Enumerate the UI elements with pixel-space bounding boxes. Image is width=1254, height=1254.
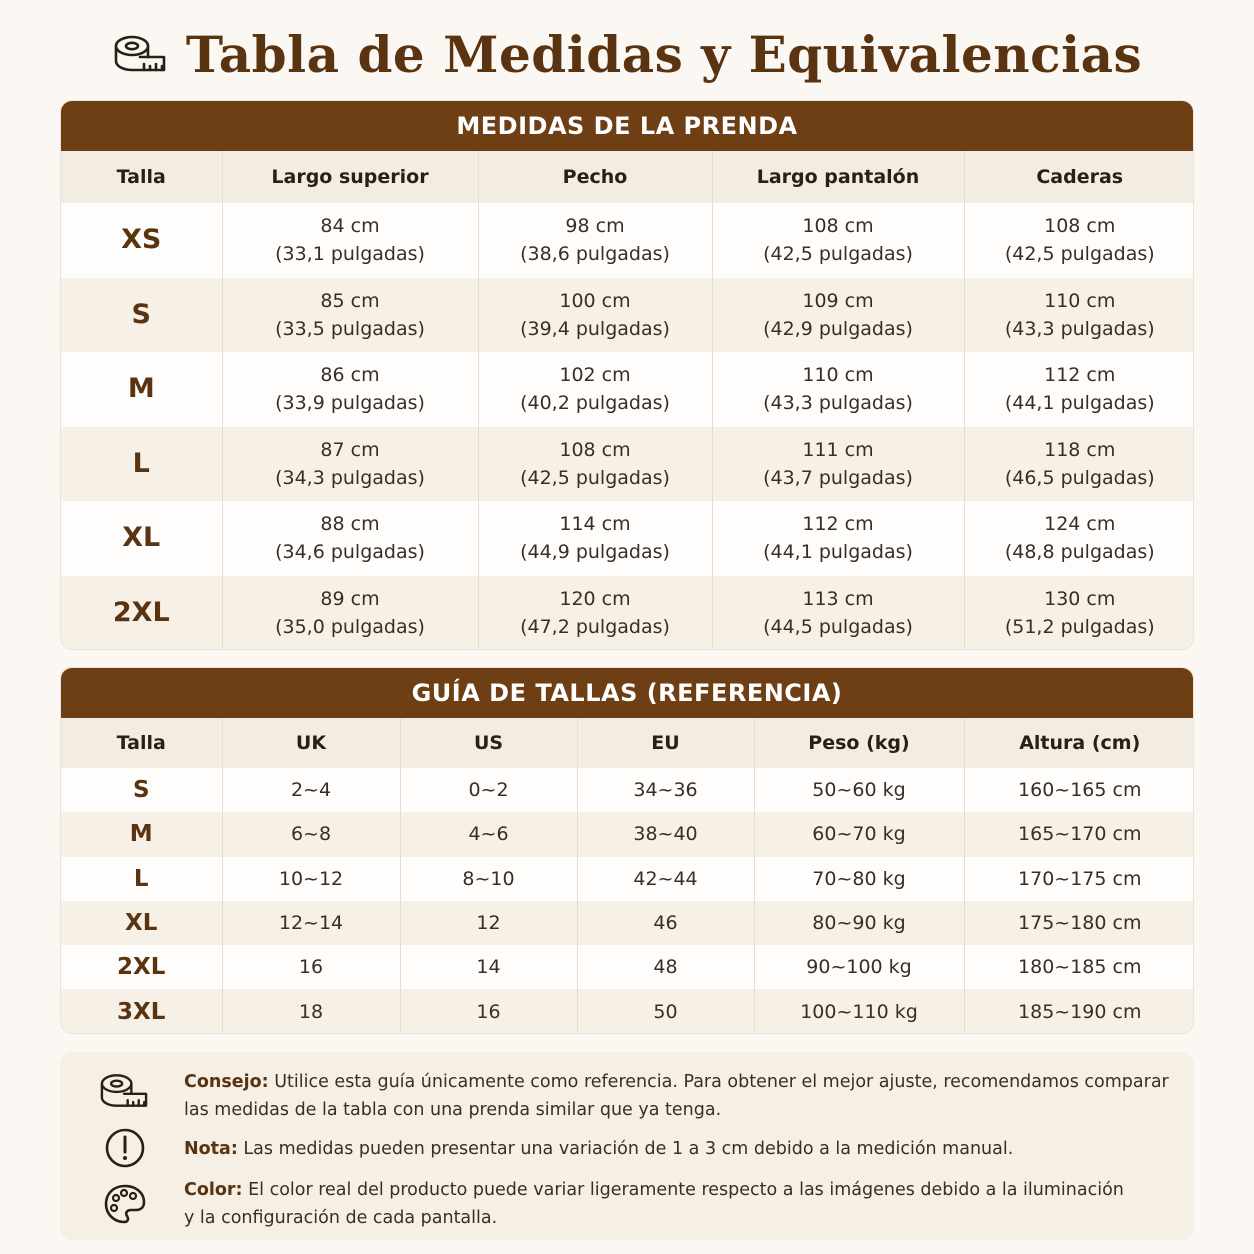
measurement-inches: (44,9 pulgadas) <box>520 541 670 564</box>
size-label: M <box>61 352 222 427</box>
size-label: L <box>61 427 222 502</box>
size-label: 2XL <box>61 576 222 651</box>
measurement-inches: (42,5 pulgadas) <box>763 243 913 266</box>
measurement-inches: (39,4 pulgadas) <box>520 317 670 340</box>
garment-measurements-table <box>61 151 1194 650</box>
equivalence-cell: 14 <box>400 945 577 989</box>
measurement-cell <box>712 427 964 502</box>
measurement-cm: 113 cm <box>802 587 874 610</box>
size-label: L <box>61 857 222 901</box>
size-label: S <box>61 278 222 353</box>
table-row <box>61 989 1194 1033</box>
measurement-cell <box>964 278 1194 353</box>
measurement-cm: 88 cm <box>320 513 380 536</box>
measurement-cm: 124 cm <box>1044 513 1116 536</box>
equivalence-cell: 170~175 cm <box>964 857 1194 901</box>
table-row <box>61 278 1194 353</box>
equivalence-cell: 4~6 <box>400 812 577 856</box>
equivalence-cell: 38~40 <box>577 812 754 856</box>
measurement-cell <box>222 427 478 502</box>
equivalence-cell: 8~10 <box>400 857 577 901</box>
note-consejo: Consejo: Utilice esta guía únicamente como referencia. Para obtener el mejor ajuste, recomendamos comparar las medidas de la tabla con una prenda similar que ya tenga. <box>184 1072 1169 1120</box>
measurement-cell <box>964 352 1194 427</box>
measurement-inches: (42,5 pulgadas) <box>1004 243 1155 266</box>
measurement-cm: 114 cm <box>559 513 631 536</box>
equivalence-cell: 90~100 kg <box>754 945 964 989</box>
size-guide-heading: GUÍA DE TALLAS (REFERENCIA) <box>61 668 1193 718</box>
measurement-cm: 108 cm <box>559 438 631 461</box>
table-row <box>61 768 1194 812</box>
measurement-cell <box>222 278 478 353</box>
measurement-cm: 118 cm <box>1044 438 1116 461</box>
measurement-inches: (51,2 pulgadas) <box>1004 615 1155 638</box>
measurement-cm: 102 cm <box>559 364 631 387</box>
equivalence-cell: 50~60 kg <box>754 768 964 812</box>
equivalence-cell: 175~180 cm <box>964 901 1194 945</box>
equivalence-cell: 12 <box>400 901 577 945</box>
measurement-cell <box>712 501 964 576</box>
equivalence-cell: 100~110 kg <box>754 989 964 1033</box>
equivalence-cell: 50 <box>577 989 754 1033</box>
table-row <box>61 501 1194 576</box>
measurement-inches: (35,0 pulgadas) <box>275 615 425 638</box>
table-row <box>61 901 1194 945</box>
exclamation-circle-icon <box>104 1127 146 1169</box>
equivalence-cell: 16 <box>400 989 577 1033</box>
equivalence-cell: 165~170 cm <box>964 812 1194 856</box>
equivalence-cell: 12~14 <box>222 901 400 945</box>
measurement-cm: 100 cm <box>559 289 631 312</box>
measurement-cm: 130 cm <box>1044 587 1116 610</box>
equivalence-cell: 34~36 <box>577 768 754 812</box>
size-label: XL <box>61 901 222 945</box>
page-header <box>0 18 1254 90</box>
size-label: 2XL <box>61 945 222 989</box>
measurement-inches: (46,5 pulgadas) <box>1004 466 1155 489</box>
measurement-cell <box>478 203 712 278</box>
column-header: Peso (kg) <box>754 718 964 768</box>
equivalence-cell: 70~80 kg <box>754 857 964 901</box>
measurement-cm: 110 cm <box>802 364 874 387</box>
equivalence-cell: 46 <box>577 901 754 945</box>
measurement-cell <box>712 278 964 353</box>
measurement-inches: (43,3 pulgadas) <box>1004 317 1155 340</box>
equivalence-cell: 6~8 <box>222 812 400 856</box>
page-title: Tabla de Medidas y Equivalencias <box>185 24 1143 84</box>
measurement-inches: (43,3 pulgadas) <box>763 392 913 415</box>
size-label: 3XL <box>61 989 222 1033</box>
equivalence-cell: 16 <box>222 945 400 989</box>
measurement-inches: (33,5 pulgadas) <box>275 317 425 340</box>
measurement-inches: (47,2 pulgadas) <box>520 615 670 638</box>
table-row <box>61 427 1194 502</box>
measurement-cm: 110 cm <box>1044 289 1116 312</box>
measurement-cm: 86 cm <box>320 364 380 387</box>
measurement-cell <box>222 352 478 427</box>
measurement-inches: (33,1 pulgadas) <box>275 243 425 266</box>
measurement-cell <box>964 501 1194 576</box>
measurement-cm: 112 cm <box>802 513 874 536</box>
column-header: Caderas <box>964 151 1194 203</box>
measurement-cm: 85 cm <box>320 289 380 312</box>
equivalence-cell: 180~185 cm <box>964 945 1194 989</box>
measurement-cm: 109 cm <box>802 289 874 312</box>
table-row <box>61 203 1194 278</box>
column-header: US <box>400 718 577 768</box>
measurement-cell <box>712 203 964 278</box>
column-header: Pecho <box>478 151 712 203</box>
size-label: S <box>61 768 222 812</box>
size-label: M <box>61 812 222 856</box>
measurement-cm: 111 cm <box>802 438 874 461</box>
equivalence-cell: 48 <box>577 945 754 989</box>
column-header: EU <box>577 718 754 768</box>
measurement-cm: 108 cm <box>802 215 874 238</box>
measurement-inches: (40,2 pulgadas) <box>520 392 670 415</box>
table-row <box>61 576 1194 651</box>
equivalence-cell: 80~90 kg <box>754 901 964 945</box>
table-row <box>61 352 1194 427</box>
measurement-cm: 87 cm <box>320 438 380 461</box>
equivalence-cell: 185~190 cm <box>964 989 1194 1033</box>
measurement-cell <box>222 203 478 278</box>
garment-table-heading: MEDIDAS DE LA PRENDA <box>61 101 1193 151</box>
measuring-tape-icon <box>112 29 168 79</box>
measurement-inches: (34,6 pulgadas) <box>275 541 425 564</box>
measurement-inches: (34,3 pulgadas) <box>275 466 425 489</box>
table-row <box>61 945 1194 989</box>
measurement-cell <box>222 576 478 651</box>
measurement-inches: (43,7 pulgadas) <box>763 466 913 489</box>
table-row <box>61 857 1194 901</box>
column-header: Talla <box>61 151 222 203</box>
measurement-inches: (33,9 pulgadas) <box>275 392 425 415</box>
measurement-inches: (42,5 pulgadas) <box>520 466 670 489</box>
measurement-cell <box>222 501 478 576</box>
measurement-cm: 98 cm <box>565 215 625 238</box>
measurement-cell <box>964 203 1194 278</box>
equivalence-cell: 0~2 <box>400 768 577 812</box>
measurement-cm: 112 cm <box>1044 364 1116 387</box>
size-label: XS <box>61 203 222 278</box>
column-header: Largo pantalón <box>712 151 964 203</box>
note-color: Color: El color real del producto puede variar ligeramente respecto a las imágenes debido a la iluminación y la configuración de cada pantalla. <box>184 1180 1124 1228</box>
measurement-inches: (48,8 pulgadas) <box>1004 541 1155 564</box>
measurement-cell <box>478 352 712 427</box>
equivalence-cell: 60~70 kg <box>754 812 964 856</box>
measurement-inches: (44,1 pulgadas) <box>763 541 913 564</box>
measurement-cell <box>478 576 712 651</box>
measurement-inches: (44,5 pulgadas) <box>763 615 913 638</box>
equivalence-cell: 2~4 <box>222 768 400 812</box>
measurement-inches: (44,1 pulgadas) <box>1004 392 1155 415</box>
measurement-cell <box>478 427 712 502</box>
measurement-cm: 108 cm <box>1044 215 1116 238</box>
equivalence-cell: 10~12 <box>222 857 400 901</box>
size-guide-table <box>61 718 1194 1034</box>
note-nota: Nota: Las medidas pueden presentar una variación de 1 a 3 cm debido a la medición manual. <box>184 1139 1014 1159</box>
equivalence-cell: 42~44 <box>577 857 754 901</box>
size-guide-card <box>60 667 1194 1034</box>
equivalence-cell: 160~165 cm <box>964 768 1194 812</box>
measurement-inches: (38,6 pulgadas) <box>520 243 670 266</box>
measurement-cm: 120 cm <box>559 587 631 610</box>
measurement-cell <box>964 576 1194 651</box>
column-header: Altura (cm) <box>964 718 1194 768</box>
measurement-cm: 84 cm <box>320 215 380 238</box>
measurement-cell <box>478 278 712 353</box>
garment-measurements-card <box>60 100 1194 650</box>
column-header: UK <box>222 718 400 768</box>
palette-icon <box>102 1182 148 1226</box>
measurement-cell <box>712 576 964 651</box>
measurement-inches: (42,9 pulgadas) <box>763 317 913 340</box>
table-row <box>61 812 1194 856</box>
measurement-cell <box>478 501 712 576</box>
equivalence-cell: 18 <box>222 989 400 1033</box>
measuring-tape-icon <box>98 1068 150 1114</box>
measurement-cm: 89 cm <box>320 587 380 610</box>
size-label: XL <box>61 501 222 576</box>
column-header: Largo superior <box>222 151 478 203</box>
measurement-cell <box>964 427 1194 502</box>
column-header: Talla <box>61 718 222 768</box>
measurement-cell <box>712 352 964 427</box>
notes-panel <box>60 1052 1194 1240</box>
